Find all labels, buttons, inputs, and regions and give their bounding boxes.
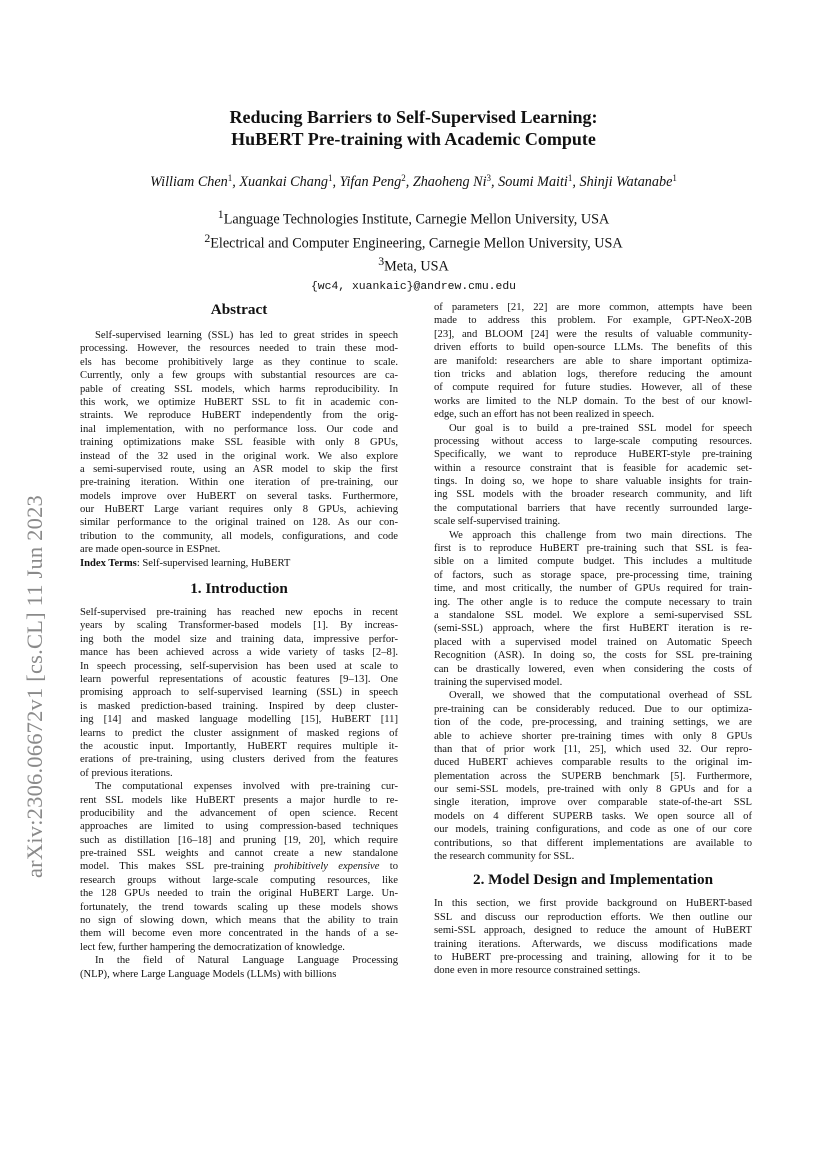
text-line: edge, such an effort has not been realized in speech. [434,409,655,421]
text-line: In this section, we first provide background on HuBERT-based [434,898,752,910]
text-line: than that of prior work [11, 25], which used 32. Our repro- [434,743,752,755]
author-email: {wc4, xuankaic}@andrew.cmu.edu [310,281,517,294]
text-line: tribution to the community, all models, configurations, and code [80,530,398,542]
text-line: sible on a limited compute budget. This includes a multitude [434,556,752,568]
intro-paragraph-1 [80,606,398,780]
text-line: this work, we optimize HuBERT SSL to fit in academic con- [80,396,398,408]
author: Shinji Watanabe$^1$ [579,173,677,190]
text-line: (NLP), where Large Language Models (LLMs) with billions [80,968,337,980]
affiliation-3: $^3$Meta, USA [378,254,449,276]
abstract-text [80,329,398,557]
text-line: our semi-SSL models, pre-trained with only 8 GPUs and for a [434,784,752,796]
text-line: tion tricks and ablation logs, therefore reducing the amount [434,368,752,380]
text-line: Recognition (ASR). In doing so, the costs for SSL pre-training [434,650,752,662]
text-line: pable of creating SSL models, which harms reproducibility. In [80,383,398,395]
text-line: a standalone SSL model. We explore a semi-supervised SSL [434,609,752,621]
text-line: scale self-supervised training. [434,516,561,528]
text-line: time, and most critically, the number of GPUs required for train- [434,583,752,595]
text-line: instead of the 32 used in the original work. We also explore [80,450,398,462]
text-line: pre-training iteration. Within one iteration of pre-training, our [80,477,398,489]
affiliations [100,205,727,296]
text-line: (semi-SSL) approach, where the first HuBERT iteration is re- [434,623,752,635]
text-line: fortunately, the trend towards scaling up these models shows [80,901,398,913]
text-line: Overall, we showed that the computational overhead of SSL [449,690,752,702]
text-line: placed with a supervised model trained on Automatic Speech [434,636,752,648]
title-line-2: HuBERT Pre-training with Academic Compute [231,129,596,149]
text-line: a semi-supervised route, using an ASR model to skip the first [80,463,398,475]
text-line: tings. In doing so, we hope to share valuable insights for train- [434,476,752,488]
text-line: promising approach to self-supervised learning (SSL) in speech [80,687,398,699]
text-line: works are limited to the NLP domain. To the best of our knowl- [434,395,752,407]
text-line: inal implementation, with no performance loss. Our code and [80,423,398,435]
text-line: driven efforts to build open-source LLMs. The benefits of this [434,342,752,354]
text-line: pre-training can be considerably reduced. Due to our optimiza- [434,703,752,715]
text-line: straints. We reproduce HuBERT independently from the orig- [80,410,398,422]
intro-paragraph-3 [80,954,398,981]
text-line: can be drastically lowered, even when considering the costs of [434,663,752,675]
text-line: of compute required for future studies. However, all of these [434,382,752,394]
text-line: Currently, only a few groups with substantial resources are ca- [80,370,398,382]
text-line: the 128 GPUs needed to train the original HuBERT Large. Un- [80,888,398,900]
right-paragraph-2 [434,422,752,529]
text-line: are manifold: researchers are able to share important optimiza- [434,355,752,367]
author: William Chen$^1$ [150,173,233,190]
text-line: them will become even more concentrated in the hands of a se- [80,928,398,940]
text-line: are made open-source in ESPnet. [80,544,221,556]
text-line: the computational barriers that have recently surrounded large- [434,502,752,514]
right-paragraph-5 [434,897,752,977]
right-paragraph-1 [434,301,752,422]
text-line: within a resource constraint that is feasible for academic set- [434,462,752,474]
text-line: In speech processing, self-supervision has been used at scale to [80,660,398,672]
text-line: Specifically, we want to reproduce HuBERT-style pre-training [434,449,752,461]
title-line-1: Reducing Barriers to Self-Supervised Learning: [229,107,598,127]
emphasis: prohibitively expensive [274,861,380,873]
text-line: We approach this challenge from two main directions. The [449,529,752,541]
author: Xuankai Chang$^1$ [239,173,333,190]
text-line: is masked prediction-based training. Inspired by deep cluster- [80,700,398,712]
text-line: our models, training configurations, and code as one of our core [434,824,752,836]
text-line: In the field of Natural Language Language Processing [95,955,398,967]
text-line: tion of the code, pre-processing, and training settings, we are [434,717,752,729]
text-line: training the supervised model. [434,676,563,688]
text-line: duced HuBERT achieves comparable results to the original im- [434,757,752,769]
text-line: semi-SSL approach, designed to reduce the amount of HuBERT [434,925,752,937]
text-line: Our goal is to build a pre-trained SSL model for speech [449,422,752,434]
text-line: of previous iterations. [80,767,173,779]
text-line: processing without access to large-scale computing resources. [434,435,752,447]
introduction-heading: 1. Introduction [190,580,288,598]
text-line: The computational expenses involved with pre-training cur- [95,781,398,793]
author: Soumi Maiti$^1$ [498,173,573,190]
abstract-heading: Abstract [210,301,268,318]
text-line: models improve over HuBERT on several tasks. Furthermore, [80,490,398,502]
index-terms: Index Terms: Self-supervised learning, HuBERT [80,557,291,569]
text-line: models on 4 different SUPERB tasks. We open source all of [434,810,752,822]
text-line: ing SSL models with the broader research community, and lift [434,489,752,501]
text-line: of factors, such as storage space, pre-processing time, training [434,569,752,581]
text-line: our HuBERT Large variant requires only 8 GPUs, achieving [80,504,398,516]
text-line: plementation across the SUPERB benchmark [5]. Furthermore, [434,770,752,782]
text-line: such as distillation [16–18] and pruning [19, 20], which require [80,834,398,846]
text-line: rent SSL models like HuBERT presents a major hurdle to re- [80,794,398,806]
text-line: no sign of slowing down, which means that the ability to train [80,915,398,927]
text-line: [23], and BLOOM [24] were the results of valuable community- [434,328,752,340]
text-line: training iterations. Afterwards, we discuss modifications made [434,938,752,950]
intro-paragraph-2 [80,780,398,954]
paper-title [100,106,727,150]
text-line: Self-supervised learning (SSL) has led to great strides in speech [95,330,398,341]
affiliation-1: $^1$Language Technologies Institute, Carnegie Mellon University, USA [217,207,610,228]
text-line: pre-trained SSL weights and cannot create a new standalone [80,848,398,860]
text-line: contributions, so that different implementations are available to [434,837,752,849]
text-line: years by scaling Transformer-based models [1]. By increas- [80,620,398,632]
model-design-heading: 2. Model Design and Implementation [472,871,714,889]
text-line: training optimizations make SSL feasible with only 8 GPUs, [80,437,398,449]
author: Zhaoheng Ni$^3$ [412,173,492,190]
text-line: learns to predict the cluster assignment of masked regions of [80,727,398,739]
affiliation-2: $^2$Electrical and Computer Engineering, Carnegie Mellon University, USA [204,230,623,252]
arxiv-stamp: arXiv:2306.06672v1 [cs.CL] 11 Jun 2023 [22,495,47,878]
text-line: SSL and discuss our reproduction efforts. We then outline our [434,911,752,923]
text-line: els has become prohibitively large as they continue to scale. [80,356,398,368]
text-line: ing [14] and masked language modelling [15], HuBERT [11] [80,714,398,726]
text-line: model. This makes SSL pre-training prohibitively expensive to [80,861,398,873]
text-line: lect few, further hampering the democratization of knowledge. [80,941,345,953]
text-line: the acoustic input. Importantly, HuBERT requires multiple it- [80,740,398,752]
text-line: to HuBERT pre-processing and training, allowing for it to be [434,951,752,963]
text-line: ing both the model size and training data, impressive perfor- [80,633,398,645]
text-line: able to achieve shorter pre-training times with only 8 GPUs [434,730,752,742]
text-line: Self-supervised pre-training has reached new epochs in recent [80,607,398,619]
author: Yifan Peng$^2$ [339,173,406,190]
text-line: mance has been achieved across a wide variety of tasks [2–8]. [80,647,398,659]
right-paragraph-4 [434,689,752,863]
text-line: research groups without large-scale computing resources, like [80,874,398,886]
text-line: processing. However, the resources needed to train these mod- [80,343,398,355]
right-column [434,301,752,978]
text-line: erations of pre-training, using clusters derived from the features [80,754,398,766]
right-paragraph-3 [434,529,752,690]
text-line: made to address this problem. For example, GPT-NeoX-20B [434,315,752,327]
author-list: William Chen$^1$, Xuankai Chang$^1$, Yifan Peng$^2$, Zhaoheng Ni$^3$, Soumi Maiti$^1$, Shinji Watanabe$^1$ [150,173,677,190]
text-line: of parameters [21, 22] are more common, attempts have been [434,302,752,313]
text-line: ing. The other angle is to reduce the compute necessary to train [434,596,752,608]
text-line: first is to reproduce HuBERT pre-training such that SSL is fea- [434,543,752,555]
text-line: similar performance to the original trained on 128. As our con- [80,517,398,529]
text-line: producibility and the advancement of open science. Recent [80,807,398,819]
left-column [80,300,398,981]
text-line: done even in more resource constrained settings. [434,965,641,977]
text-line: single iteration, improve over comparable state-of-the-art SSL [434,797,752,809]
text-line: approaches are limited to using compression-based techniques [80,821,398,833]
text-line: learn powerful representations of acoustic features [9–13]. One [80,673,398,685]
text-line: the research community for SSL. [434,851,575,863]
